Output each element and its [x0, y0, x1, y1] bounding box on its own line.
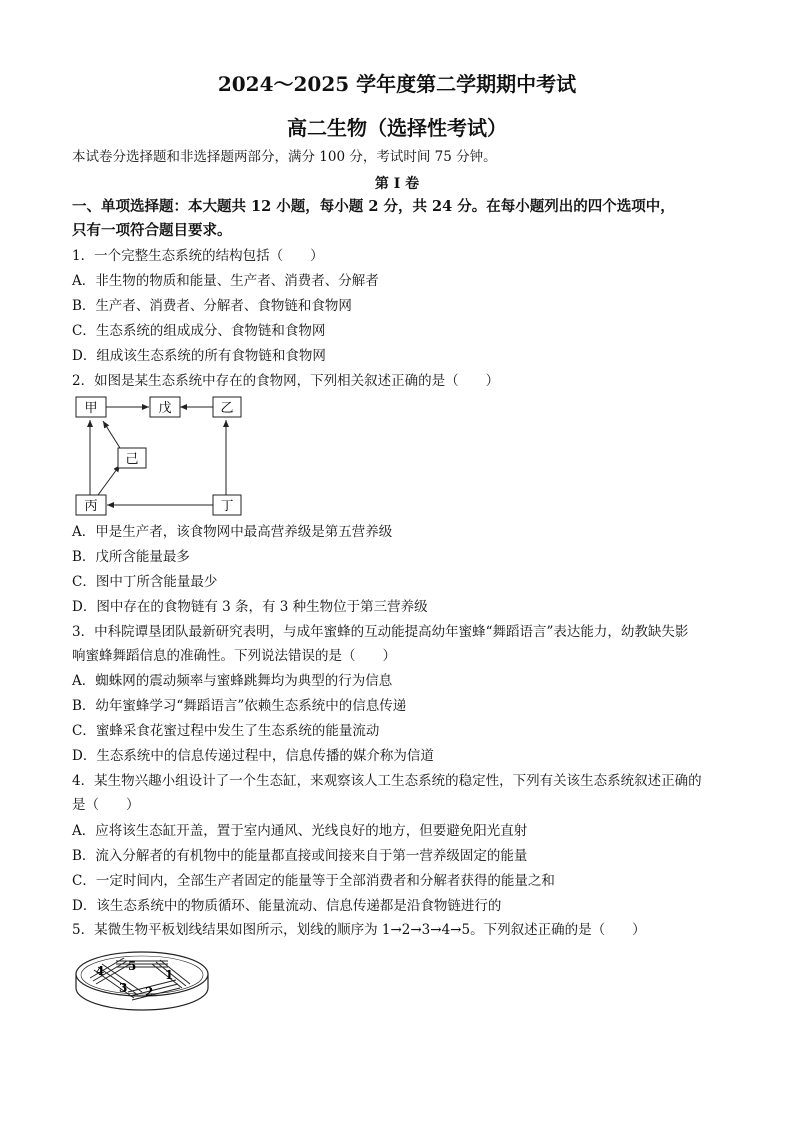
q3-option-c: C．蜜蜂采食花蜜过程中发生了生态系统的能量流动	[72, 723, 380, 739]
q2-option-a: A．甲是生产者，该食物网中最高营养级是第五营养级	[72, 524, 393, 540]
q3-stem-line1: 3．中科院谭垦团队最新研究表明，与成年蜜蜂的互动能提高幼年蜜蜂“舞蹈语言”表达能力，幼教缺失影	[72, 624, 689, 640]
q3-stem-line2: 响蜜蜂舞蹈信息的准确性。下列说法错误的是（ ）	[72, 648, 396, 664]
node-wu-label: 戊	[158, 401, 172, 416]
q3-option-d: D．生态系统中的信息传递过程中，信息传播的媒介称为信道	[72, 748, 434, 764]
q2-option-d: D．图中存在的食物链有 3 条，有 3 种生物位于第三营养级	[72, 599, 428, 615]
q3-option-b: B．幼年蜜蜂学习“舞蹈语言”依赖生态系统中的信息传递	[72, 698, 407, 714]
q3-option-a: A．蜘蛛网的震动频率与蜜蜂跳舞均为典型的行为信息	[72, 673, 393, 689]
q1-option-a: A．非生物的物质和能量、生产者、消费者、分解者	[72, 273, 379, 289]
node-ding-label: 丁	[220, 499, 234, 514]
q4-stem-line1: 4．某生物兴趣小组设计了一个生态缸，来观察该人工生态系统的稳定性，下列有关该生态系统叙述正确的	[72, 773, 702, 789]
exam-intro: 本试卷分选择题和非选择题两部分，满分 100 分，考试时间 75 分钟。	[72, 149, 497, 165]
q1-option-d: D．组成该生态系统的所有食物链和食物网	[72, 348, 326, 364]
q4-option-a: A．应将该生态缸开盖，置于室内通风、光线良好的地方，但要避免阳光直射	[72, 823, 528, 839]
exam-subtitle: 高二生物（选择性考试）	[287, 116, 507, 140]
q4-option-c: C．一定时间内，全部生产者固定的能量等于全部消费者和分解者获得的能量之和	[72, 873, 555, 889]
food-web-diagram	[70, 392, 250, 518]
node-jia-label: 甲	[84, 401, 98, 416]
q4-stem-line2: 是（ ）	[72, 797, 140, 813]
q1-option-b: B．生产者、消费者、分解者、食物链和食物网	[72, 298, 352, 314]
streak-label-5: 5	[128, 959, 137, 973]
q4-option-b: B．流入分解者的有机物中的能量都直接或间接来自于第一营养级固定的能量	[72, 848, 528, 864]
streak-label-3: 3	[119, 981, 128, 995]
petri-dish-diagram	[72, 944, 212, 1022]
section-heading-line2: 只有一项符合题目要求。	[72, 222, 232, 239]
streak-label-2: 2	[145, 985, 154, 999]
volume-label: 第 I 卷	[374, 176, 420, 192]
q1-option-c: C．生态系统的组成成分、食物链和食物网	[72, 323, 326, 339]
node-yi-label: 乙	[220, 401, 234, 416]
node-ji-label: 己	[125, 452, 139, 467]
q4-option-d: D．该生态系统中的物质循环、能量流动、信息传递都是沿食物链进行的	[72, 898, 502, 914]
exam-title: 2024～2025 学年度第二学期期中考试	[217, 72, 577, 96]
section-heading-line1: 一、单项选择题：本大题共 12 小题，每小题 2 分，共 24 分。在每小题列出的四个选项中，	[72, 198, 675, 215]
q5-stem: 5．某微生物平板划线结果如图所示，划线的顺序为 1→2→3→4→5。下列叙述正确的是（ ）	[72, 922, 646, 938]
q2-option-b: B．戊所含能量最多	[72, 549, 190, 565]
streak-label-4: 4	[96, 964, 105, 978]
node-bing-label: 丙	[84, 499, 98, 514]
q2-option-c: C．图中丁所含能量最少	[72, 574, 218, 590]
q1-stem: 1．一个完整生态系统的结构包括（ ）	[72, 248, 324, 264]
q2-stem: 2．如图是某生态系统中存在的食物网，下列相关叙述正确的是（ ）	[72, 373, 500, 389]
streak-label-1: 1	[165, 968, 174, 982]
